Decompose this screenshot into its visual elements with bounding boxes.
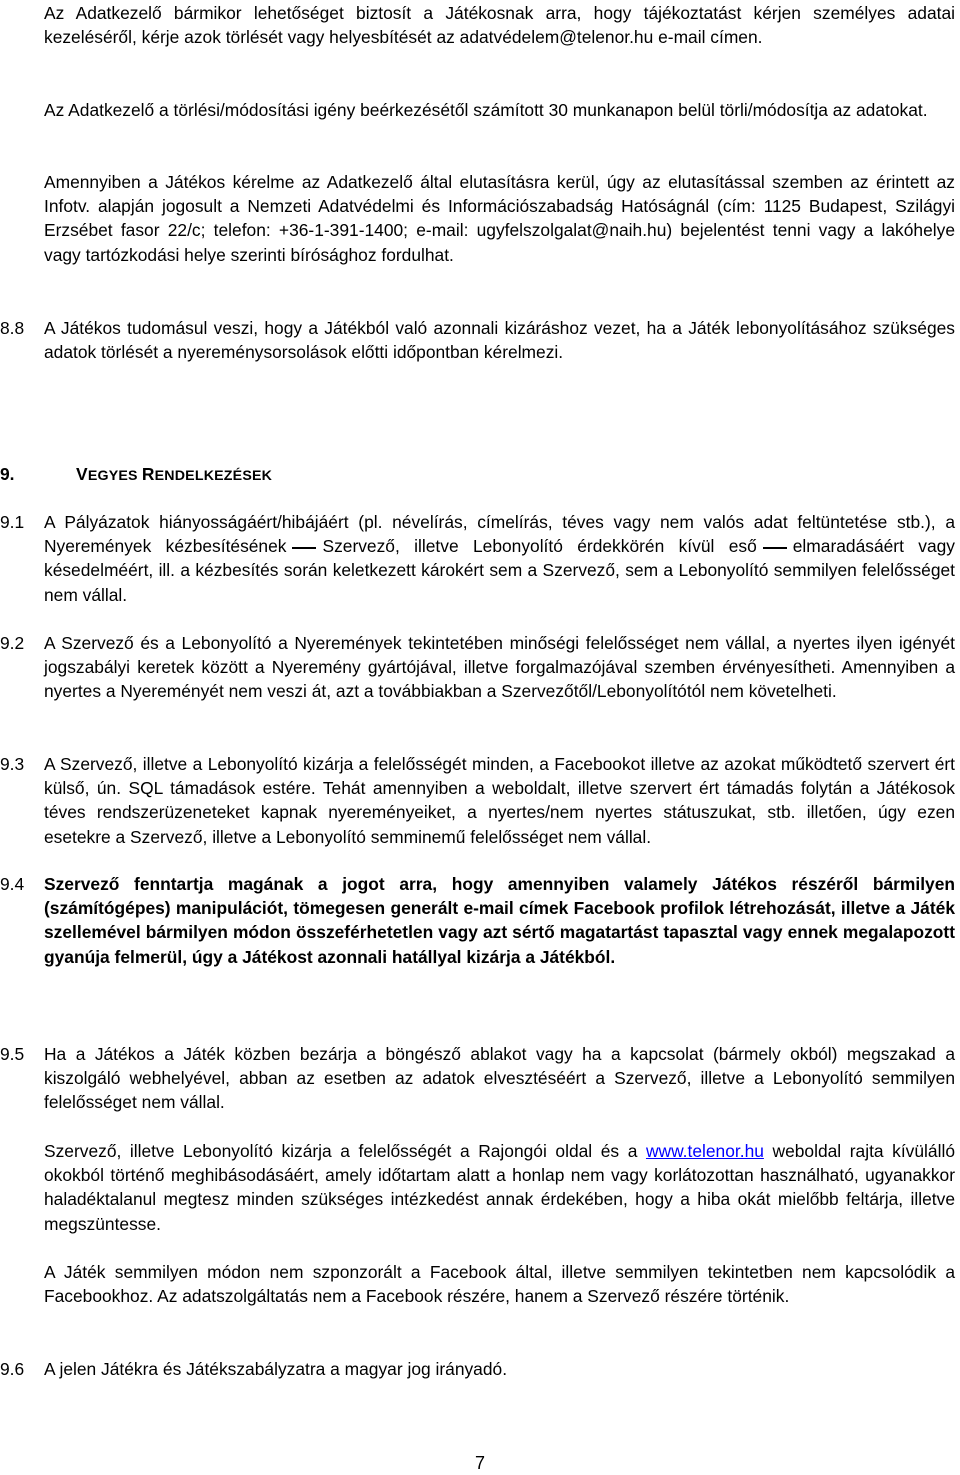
heading-vegyes-rendelkezesek [76, 462, 272, 488]
heading-letter-v: V [76, 464, 88, 484]
section-9-3-text: A Szervező, illetve a Lebonyolító kizárja a felelősségét minden, a Facebookot illetve az azokat működtető szervert ért külső, ún. SQL támadások estére. Tehát amennyiben a weboldalt, illetve szervert ért támadás folytán a Játékosok téves rendszerüzeneteket kapnak nyereményeiket, a nyertes/nem nyertes státuszukat, stb. illetően, úgy ezen esetekre a Szervező, illetve a Lebonyolító semminemű felelősséget nem vállal. [44, 754, 955, 847]
section-8-8-text: A Játékos tudomásul veszi, hogy a Játékból való azonnali kizáráshoz vezet, ha a Játék lebonyolításához szükséges adatok törlését a nyereménysorsolások előtti időpontban kérelmezi. [44, 318, 955, 363]
section-9-1-part-b: Szervező, illetve Lebonyolító érdekkörén kívül eső [322, 536, 757, 557]
page-number: 7 [474, 1453, 485, 1473]
section-9-5-liability-website [44, 1139, 955, 1236]
section-9-5-facebook-disclaimer: A Játék semmilyen módon nem szponzorált a Facebook által, illetve semmilyen tekintetben nem kapcsolódik a Facebookhoz. Az adatszolgáltatás nem a Facebook részére, hanem a Szervező részére történik. [44, 1262, 955, 1307]
section-9-5-text: Ha a Játékos a Játék közben bezárja a böngésző ablakot vagy ha a kapcsolat (bármely okból) megszakad a kiszolgáló webhelyével, abban az esetben az adatok elvesztéséért a Szervező, illetve a Lebonyolító semmilyen felelősséget nem vállal. [44, 1044, 955, 1113]
section-9-1-part-c: elmaradásáért vagy késedelméért, ill. a kézbesítés során keletkezett károkért sem a Szervező, sem a Lebonyolító semmilyen felelősséget nem vállal. [44, 536, 955, 605]
section-number-8-8: 8.8 [0, 318, 25, 338]
section-number-9-6: 9.6 [0, 1359, 25, 1379]
dash-separator [292, 547, 316, 549]
heading-word-endelkezesek: ENDELKEZÉSEK [154, 468, 273, 484]
telenor-website-link[interactable]: www.telenor.hu [645, 1141, 764, 1161]
section-9-2-text: A Szervező és a Lebonyolító a Nyeremények tekintetében minőségi felelősséget nem vállal, a nyertes ilyen igényét jogszabályi keretek között a Nyeremény gyártójával, illetve forgalmazójával szemben érvényesítheti. Amennyiben a nyertes a Nyereményét nem veszi át, azt a továbbiakban a Szervezőtől/Lebonyolítótól nem követelheti. [44, 633, 955, 702]
section-9-6-text: A jelen Játékra és Játékszabályzatra a magyar jog irányadó. [44, 1359, 508, 1379]
section-number-9-1: 9.1 [0, 512, 25, 532]
heading-word-egyes: EGYES [87, 468, 142, 484]
paragraph-deletion-deadline: Az Adatkezelő a törlési/módosítási igény beérkezésétől számított 30 munkanapon belül törli/módosítja az adatokat. [44, 100, 928, 120]
paragraph-data-request: Az Adatkezelő bármikor lehetőséget biztosít a Játékosnak arra, hogy tájékoztatást kérjen személyes adatai kezeléséről, kérje azok törlését vagy helyesbítését az adatvédelem@telenor.hu e-mail címen. [44, 3, 955, 48]
paragraph-rejection-remedy: Amennyiben a Játékos kérelme az Adatkezelő által elutasításra kerül, úgy az elutasítással szemben az érintett az Infotv. alapján jogosult a Nemzeti Adatvédelmi és Információszabadság Hatóságnál (cím: 1125 Budapest, Szilágyi Erzsébet fasor 22/c; telefon: +36-1-391-1400; e-mail: ugyfelszolgalat@naih.hu) bejelentést tenni vagy a lakóhelye vagy tartózkodási helye szerinti bírósághoz fordulhat. [44, 172, 955, 265]
section-number-9-3: 9.3 [0, 754, 25, 774]
section-number-9-2: 9.2 [0, 633, 25, 653]
section-9-1-part-a: A Pályázatok hiányosságáért/hibájáért (pl. névelírás, címelírás, téves vagy nem valós adat feltüntetése stb.), a Nyeremények kézbesítésének [44, 512, 955, 557]
section-9-1-text [44, 510, 955, 607]
section-number-9-5: 9.5 [0, 1044, 25, 1064]
dash-separator [763, 547, 787, 549]
section-9-4-text: Szervező fenntartja magának a jogot arra, hogy amennyiben valamely Játékos részéről bármilyen (számítógépes) manipulációt, tömegesen generált e-mail címek Facebook profilok létrehozását, illetve a Játék szellemével bármilyen módon összeférhetetlen vagy azt sértő magatartást tapasztal vagy ennek megalapozott gyanúja felmerül, úgy a Játékost azonnali hatállyal kizárja a Játékból. [44, 874, 955, 967]
heading-letter-r: R [141, 464, 155, 484]
section-number-9-4: 9.4 [0, 874, 25, 894]
section-9-5b-part-a: Szervező, illetve Lebonyolító kizárja a felelősségét a Rajongói oldal és a [44, 1141, 638, 1161]
section-9-5b-part-b: weboldal rajta kívülálló okokból történő meghibásodásáért, amely időtartam alatt a honlap nem vagy korlátozottan használható, ugyanakkor haladéktalanul megtesz minden szükséges intézkedést annak érdekében, hogy a hiba okát mielőbb feltárja, illetve megszüntesse. [44, 1141, 955, 1234]
heading-number-9: 9. [0, 464, 15, 484]
